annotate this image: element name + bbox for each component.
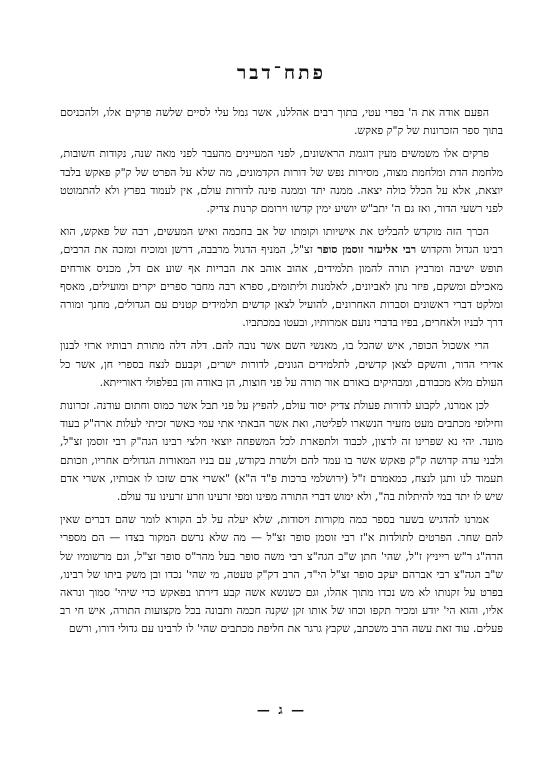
paragraph-2: פרקים אלו משמשים מעין דוגמת הראשונים, לפני המעיינים מהעבר לפני מאה שנה, נקודות חשובות, מלחמת הדת ומלחמת מצוה, מסירות נפש של דורות הקדמונים, מה שלא על הפרט של ק"ק פאקש בלבד יוצאת, אלא על הכלל כולה יצאה. ממנה יתד וממנה פינה לדורות עולם, אין לעמוד בפרץ ולא להתמוטט לפני רשעי הדור, ואז גם ה' יתב"ש יושיע ימין קדשו וירומם קרנות צדיק. <box>60 147 503 216</box>
paragraph-4: הרי אשכול הכופר, איש שהכל בו, מאנשי השם אשר נובה להם. דלה דלה מתורת רבותיו ארזי לבנון אדירי הדור, והשקם לצאן קדשים, לתלמידים הגונים, לדורות ישרים, וקבעם לנצח בספרי חן, אשר כל העולם מלא מכבודם, ומבהיקים באורם אור תורה על פני חוצות, הן באודה והן בפלפולי דאורייתא. <box>60 339 503 389</box>
body-text <box>60 104 503 639</box>
document-page <box>60 62 503 742</box>
paragraph-3: הכרך הזה מוקדש להבליט את אישיותו וקומתו של אב בחכמה ואיש המעשים, רבה של פאקש, הוא רבינו הגדול והקדוש רבי אליעזר זוסמן סופר זצ"ל, המניף הדגול מרבבה, דרשן ומוכיח ומזכה את הרבים, תופש ישיבה ומרביץ תורה להמון תלמידים, אהוב אוהב את הבריות אף שוע אם דל, מכניס אורחים מאכילם ומשקם, פיזר נתן לאביונים, לאלמנות וליתומים, ספרא רבה מחבר ספרים יקרים ומועילים, מאסף ומלקט דברי ראשונים וסברות האחרונים, להועיל לצאן קדשים תלמידים קטנים עם הגדולים, מחנך ומורה דרך לבניו ולאחרים, בפיו בדברי נועם אמרותיו, ובעטו במכתביו. <box>60 225 503 330</box>
paragraph-1: הפעם אודה את ה' בפרי עטי, בתוך רבים אהללנו, אשר גמל עלי לסיים שלשה פרקים אלו, ולהכניסם בתוך ספר הזכרונות של ק"ק פאקש. <box>60 106 503 138</box>
paragraph-5: לכן אמרנו, לקבוע לדורות פעולת צדיק יסוד עולם, להפיץ על פני תבל אשר כמוס וחתום עודנה. זכרונות וחילופי מכתבים מעט מזעיר הנשארו לפליטה, ואת אשר הבאתי אתי עמי כאשר זכיתי לעלות ארה"ק בעוד מועד. יהי נא שפרינו זה לרצון, לכבוד ולתפארת לכל המשפחה יוצאי חלצי רבינו הגה"ק רבי זוסמן זצ"ל, ולבני עדה קדושה ק"ק פאקש אשר בו עמד להם ולשרת בקודש, עם בניו המאורות הגדולים אחריו, וזכותם תעמוד לנו ותגן לנצח, כמאמרם ז"ל (ירושלמי ברכות פ"ד ה"א) "אשרי אדם שזכו לו אבותיו, אשרי אדם שיש לו יתד במי להיתלות בה", ולא ימוש דברי התורה מפינו ומפי זרעינו וזרע זרעינו עד עולם. <box>60 399 503 504</box>
rabbi-name: רבי אליעזר זוסמן סופר <box>317 243 417 257</box>
page-title: פתח־דבר <box>236 62 327 84</box>
paragraph-6: אמרנו להדגיש בשער בספר כמה מקורות ויסודות, שלא יעלה על לב הקורא לומר שהם דברים שאין להם שחר. הפרטים לתולדות א"ז רבי זוסמן סופר זצ"ל — מה שלא נרשם המקור בצדו — הם מספרי הרה"ג ר"ש רייניץ ז"ל, שהי' חתן ש"ב הגה"צ רבי משה סופר בעל מהר"ס סופר זצ"ל, וגם מרשומיו של ש"ב הגה"צ רבי אברהם יעקב סופר זצ"ל הי"ד, הרב דק"ק טעטה, מי שהי' נכדו ובן משק ביתו של רבינו, בפרט על זקנותו לא מש נכדו מתוך אהלו, וגם כשנשא אשה קבע דירתו בפאקש כדי שיהי' סמוך ונראה אליו, והוא הי' יודע ומכיר תקפו וכחו של אותו זקן שקנה חכמה ותבונה בכל מקצועות התורה, איש חי רב פעלים. עוד זאת עשה הרב משכתב, שקבץ גרגר את חליפת מכתבים שהי' לו לרבינו עם גדולי דורו, ורשם <box>60 513 503 636</box>
page-number: — ג — <box>256 703 307 718</box>
